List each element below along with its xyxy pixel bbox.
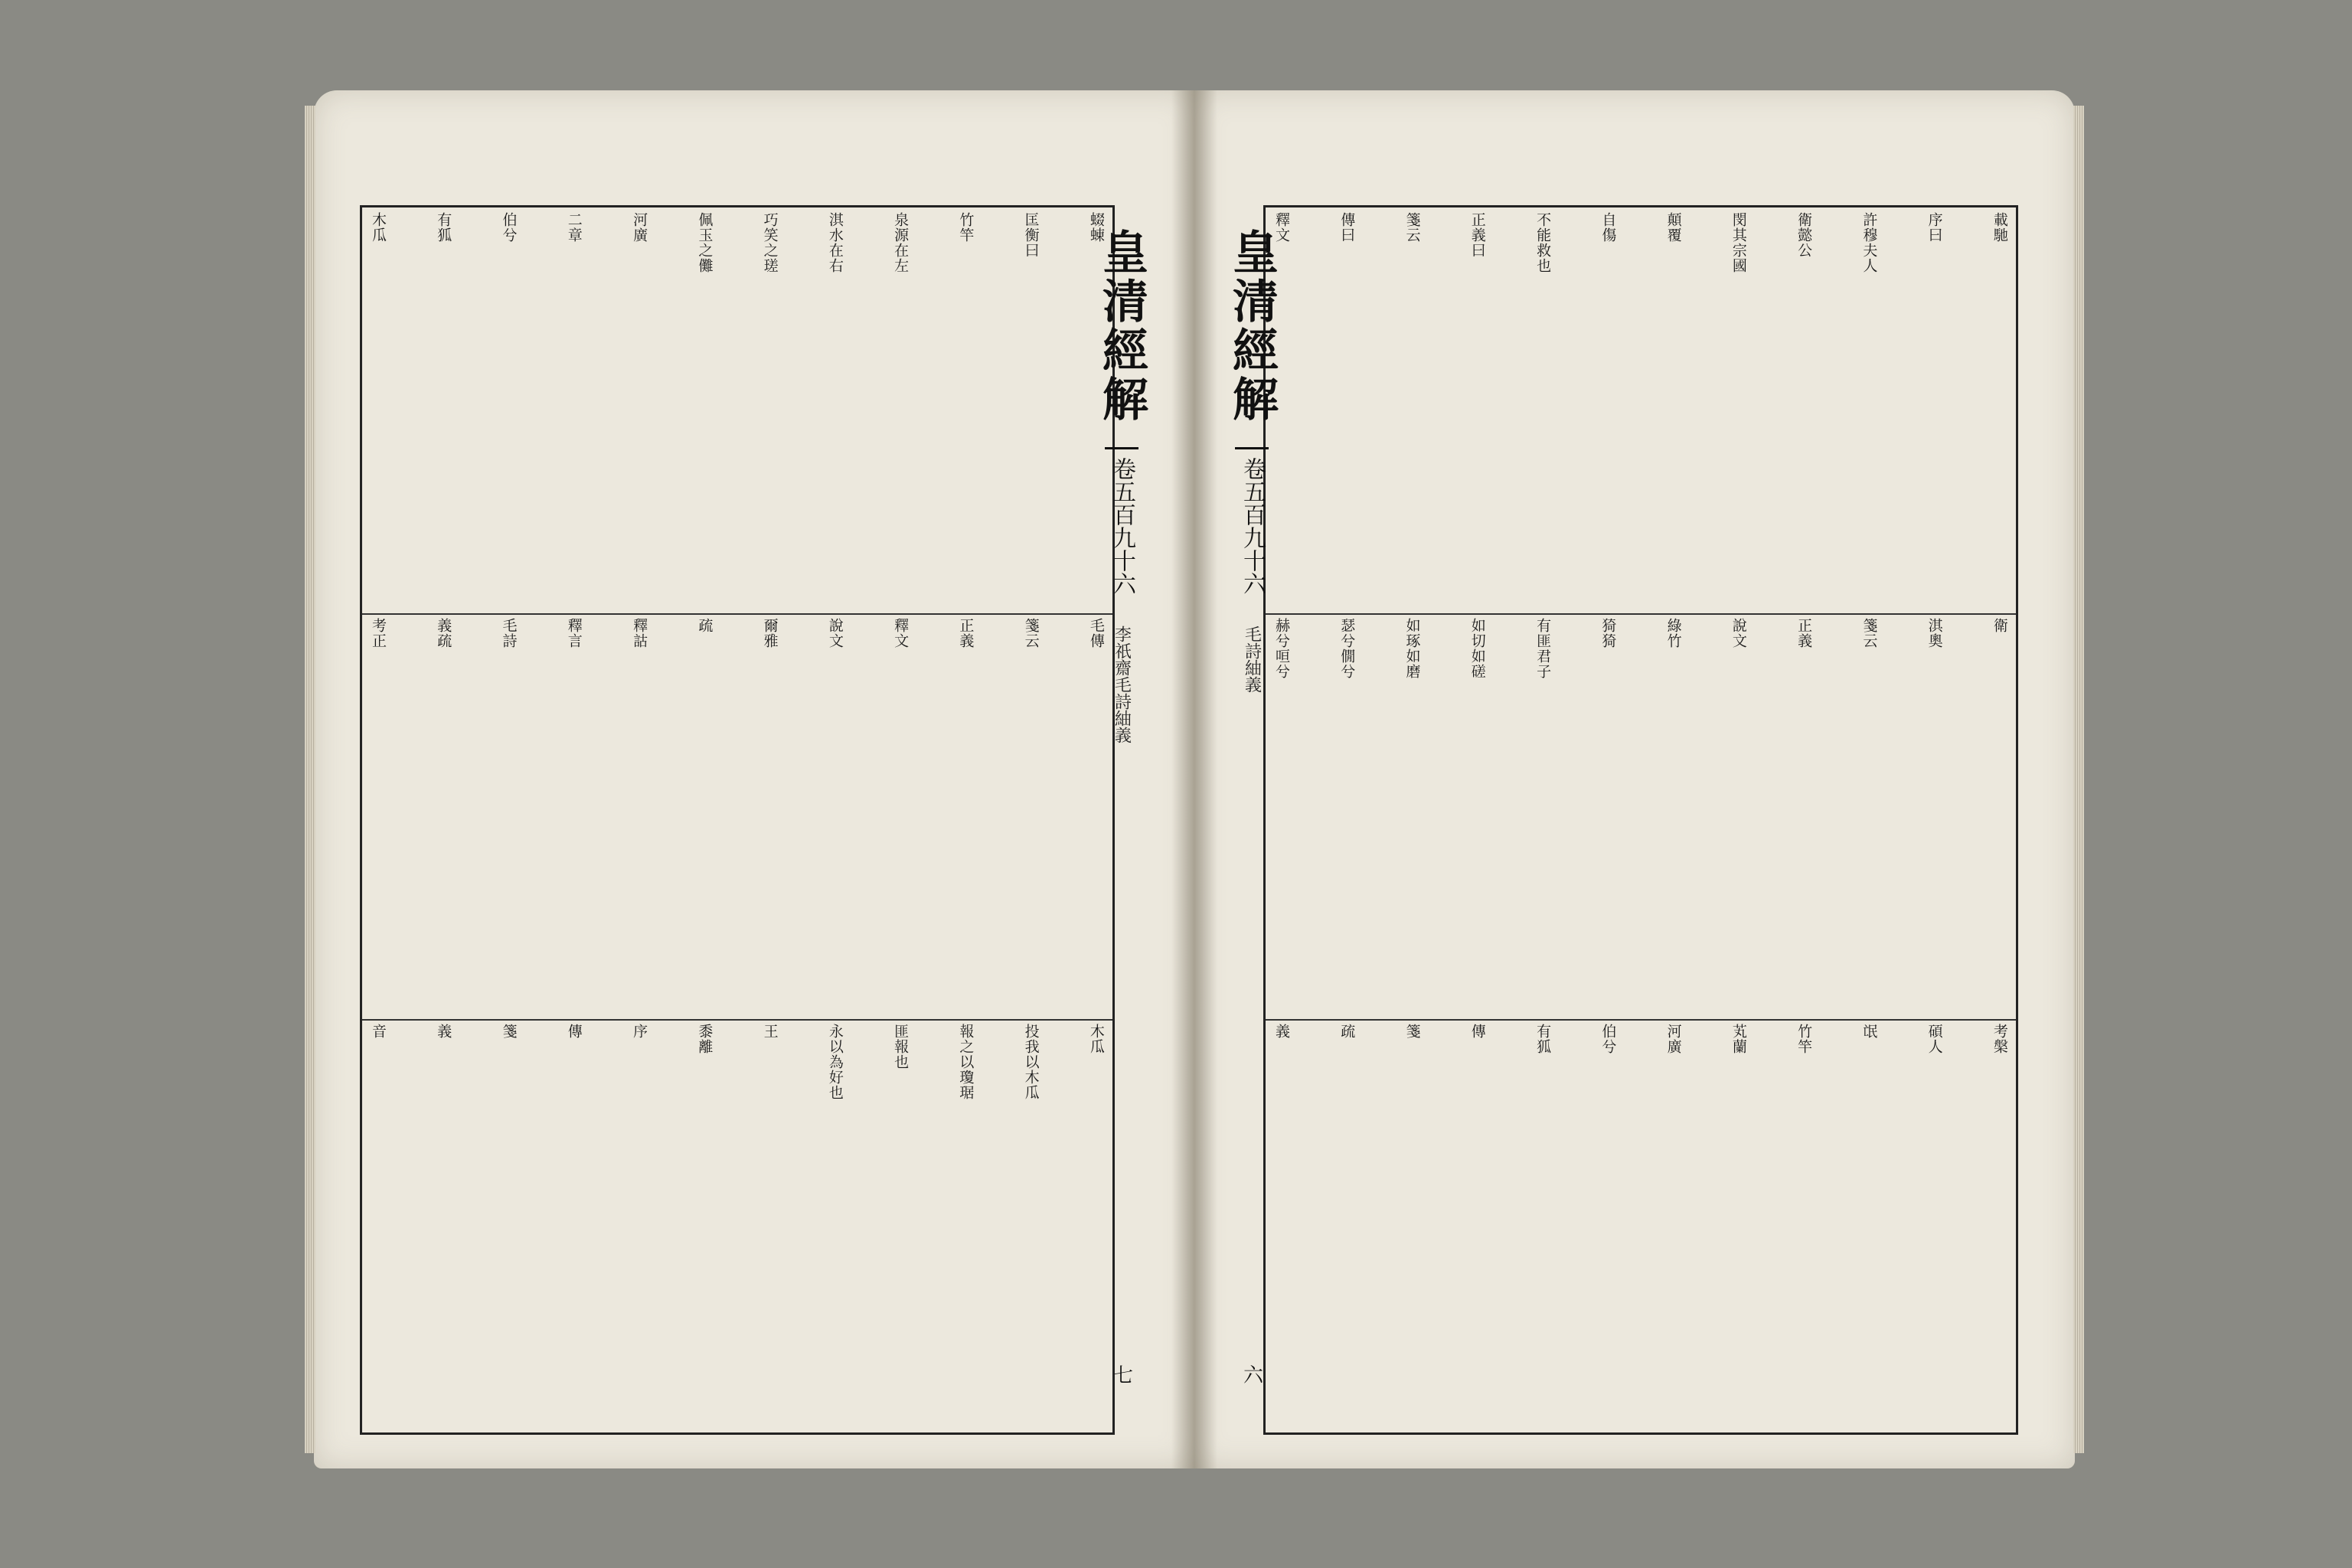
folio-number: 六 <box>1240 1364 1263 1384</box>
text-column: 箋 <box>1403 1024 1421 1039</box>
text-column: 閔其宗國 <box>1730 212 1747 273</box>
text-column: 泉源在左 <box>892 212 910 273</box>
text-column: 正義 <box>957 618 975 648</box>
text-column: 箋云 <box>1022 618 1040 648</box>
text-column: 有匪君子 <box>1534 618 1552 679</box>
text-column: 永以為好也 <box>826 1024 844 1100</box>
text-column: 淇奧 <box>1926 618 1943 648</box>
text-column: 疏 <box>696 618 714 633</box>
text-column: 說文 <box>1730 618 1747 648</box>
centerfold-volume: 卷五百九十六 <box>1235 447 1269 595</box>
right-centerfold <box>1225 205 1279 1430</box>
text-column: 序曰 <box>1926 212 1943 243</box>
text-column: 蝃蝀 <box>1087 212 1105 243</box>
text-column: 猗猗 <box>1599 618 1617 648</box>
text-column: 義疏 <box>435 618 452 648</box>
text-column: 義 <box>435 1024 452 1039</box>
left-band-top <box>362 207 1112 613</box>
text-column: 佩玉之儺 <box>696 212 714 273</box>
open-book <box>314 90 2075 1468</box>
right-band-middle <box>1266 613 2016 1019</box>
folio-number: 七 <box>1109 1364 1133 1384</box>
text-column: 衛 <box>1991 618 2008 633</box>
text-column: 有狐 <box>1534 1024 1552 1054</box>
centerfold-volume: 卷五百九十六 <box>1105 447 1138 595</box>
left-text-frame <box>360 205 1115 1435</box>
text-column: 報之以瓊琚 <box>957 1024 975 1100</box>
text-column: 河廣 <box>1664 1024 1682 1054</box>
text-column: 投我以木瓜 <box>1022 1024 1040 1100</box>
text-column: 瑟兮僩兮 <box>1338 618 1356 679</box>
text-column: 箋云 <box>1403 212 1421 243</box>
text-column: 自傷 <box>1599 212 1617 243</box>
page-edge <box>2073 106 2084 1453</box>
text-column: 傳 <box>1468 1024 1486 1039</box>
text-column: 毛傳 <box>1087 618 1105 648</box>
text-column: 顛覆 <box>1664 212 1682 243</box>
text-column: 木瓜 <box>1087 1024 1105 1054</box>
text-column: 如切如磋 <box>1468 618 1486 679</box>
text-column: 巧笑之瑳 <box>761 212 779 273</box>
text-column: 說文 <box>826 618 844 648</box>
text-column: 義 <box>1273 1024 1290 1039</box>
text-column: 考槃 <box>1991 1024 2008 1054</box>
text-column: 匡衡曰 <box>1022 212 1040 258</box>
text-column: 考正 <box>370 618 387 648</box>
right-page <box>1194 90 2075 1468</box>
left-band-bottom <box>362 1019 1112 1432</box>
text-column: 載馳 <box>1991 212 2008 243</box>
text-column: 芄蘭 <box>1730 1024 1747 1054</box>
text-column: 竹竿 <box>1795 1024 1813 1054</box>
centerfold-title: 皇清經解 <box>1095 228 1148 424</box>
text-column: 伯兮 <box>500 212 518 243</box>
left-centerfold <box>1095 205 1148 1430</box>
text-column: 如琢如磨 <box>1403 618 1421 679</box>
text-column: 正義 <box>1795 618 1813 648</box>
text-column: 竹竿 <box>957 212 975 243</box>
text-column: 河廣 <box>631 212 648 243</box>
text-column: 毛詩 <box>500 618 518 648</box>
text-column: 匪報也 <box>892 1024 910 1070</box>
text-column: 音 <box>370 1024 387 1039</box>
text-column: 傳 <box>565 1024 583 1039</box>
text-column: 綠竹 <box>1664 618 1682 648</box>
book-gutter <box>1171 90 1217 1468</box>
page-edge <box>305 106 315 1453</box>
text-column: 伯兮 <box>1599 1024 1617 1054</box>
text-column: 傳曰 <box>1338 212 1356 243</box>
right-text-frame <box>1263 205 2018 1435</box>
text-column: 不能救也 <box>1534 212 1552 273</box>
centerfold-title: 皇清經解 <box>1225 228 1279 424</box>
text-column: 黍離 <box>696 1024 714 1054</box>
text-column: 赫兮咺兮 <box>1273 618 1290 679</box>
text-column: 木瓜 <box>370 212 387 243</box>
text-column: 釋文 <box>1273 212 1290 243</box>
text-column: 釋言 <box>565 618 583 648</box>
text-column: 箋 <box>500 1024 518 1039</box>
text-column: 碩人 <box>1926 1024 1943 1054</box>
text-column: 王 <box>761 1024 779 1039</box>
right-band-top <box>1266 207 2016 613</box>
left-band-middle <box>362 613 1112 1019</box>
left-page <box>314 90 1194 1468</box>
text-column: 許穆夫人 <box>1860 212 1878 273</box>
text-column: 釋文 <box>892 618 910 648</box>
text-column: 有狐 <box>435 212 452 243</box>
text-column: 淇水在右 <box>826 212 844 273</box>
text-column: 二章 <box>565 212 583 243</box>
text-column: 衛懿公 <box>1795 212 1813 258</box>
right-band-bottom <box>1266 1019 2016 1432</box>
text-column: 序 <box>631 1024 648 1039</box>
text-column: 箋云 <box>1860 618 1878 648</box>
text-column: 釋詁 <box>631 618 648 648</box>
centerfold-subtitle: 李祇齋毛詩紬義 <box>1112 626 1132 743</box>
text-column: 爾雅 <box>761 618 779 648</box>
text-column: 疏 <box>1338 1024 1356 1039</box>
text-column: 正義曰 <box>1468 212 1486 258</box>
text-column: 氓 <box>1860 1024 1878 1039</box>
centerfold-subtitle: 毛詩紬義 <box>1242 626 1262 693</box>
